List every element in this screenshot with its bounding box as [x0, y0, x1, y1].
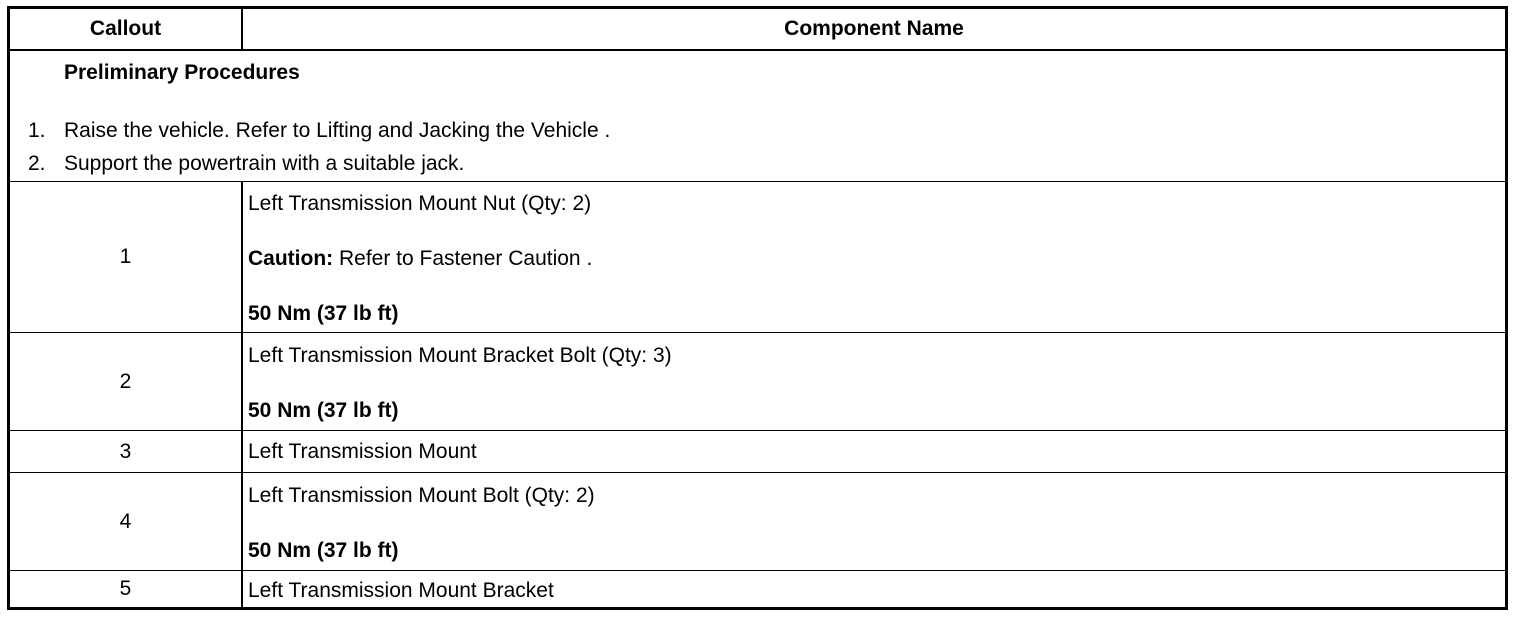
- component-name: Left Transmission Mount Bracket: [248, 579, 554, 602]
- table-row: [10, 333, 1505, 431]
- table-row: [10, 181, 1505, 333]
- caution-note: [248, 247, 592, 271]
- torque-spec: 50 Nm (37 lb ft): [248, 302, 399, 325]
- callout-number: 2: [10, 333, 243, 430]
- component-name: Left Transmission Mount: [248, 440, 477, 463]
- component-table: [7, 6, 1508, 610]
- component-name: Left Transmission Mount Bracket Bolt (Qty: 3): [248, 344, 672, 367]
- preliminary-title: Preliminary Procedures: [64, 61, 300, 84]
- torque-spec: 50 Nm (37 lb ft): [248, 539, 399, 562]
- caution-label: Caution:: [248, 247, 334, 270]
- preliminary-step: [28, 119, 610, 143]
- component-cell: [243, 571, 1505, 607]
- component-cell: [243, 473, 1505, 570]
- callout-number: 5: [10, 571, 243, 607]
- preliminary-step: [28, 152, 464, 176]
- step-text: Support the powertrain with a suitable jack.: [64, 152, 465, 175]
- callout-number: 1: [10, 182, 243, 332]
- table-row: [10, 431, 1505, 473]
- torque-spec: 50 Nm (37 lb ft): [248, 399, 399, 422]
- component-cell: [243, 182, 1505, 332]
- table-header-row: [10, 9, 1505, 51]
- caution-text: Refer to Fastener Caution .: [333, 247, 593, 270]
- step-number: 1.: [28, 119, 46, 142]
- header-component-name: Component Name: [784, 17, 964, 40]
- step-number: 2.: [28, 152, 46, 175]
- component-cell: [243, 333, 1505, 430]
- component-name: Left Transmission Mount Nut (Qty: 2): [248, 192, 592, 215]
- callout-number: 4: [10, 473, 243, 570]
- header-callout: Callout: [10, 9, 243, 49]
- callout-number: 3: [10, 431, 243, 472]
- component-name: Left Transmission Mount Bolt (Qty: 2): [248, 484, 595, 507]
- preliminary-procedures-row: [10, 51, 1505, 181]
- table-row: [10, 571, 1505, 607]
- component-cell: [243, 431, 1505, 472]
- table-row: [10, 473, 1505, 571]
- step-text: Raise the vehicle. Refer to Lifting and Jacking the Vehicle .: [64, 119, 611, 142]
